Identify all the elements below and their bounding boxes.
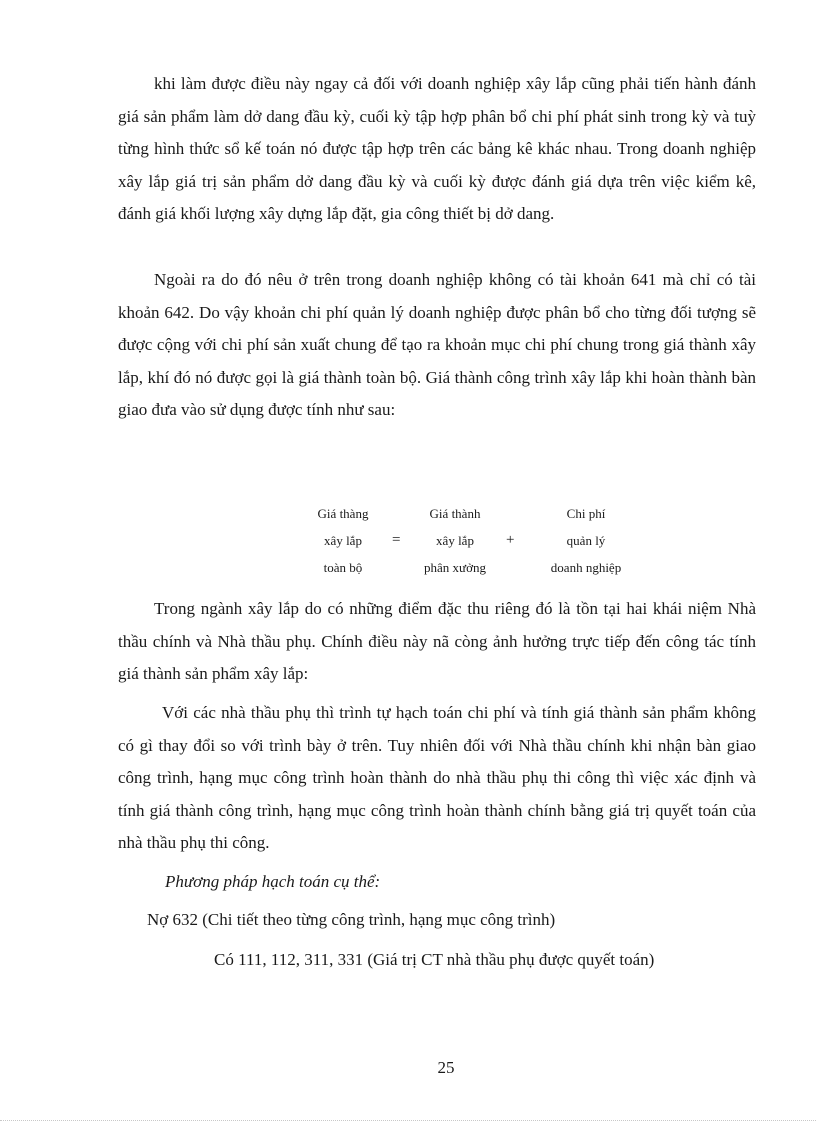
formula-management-cost: [522, 500, 650, 581]
formula-workshop-cost: [402, 500, 508, 581]
formula-term: toàn bộ: [323, 560, 363, 575]
credit-entry: Có 111, 112, 311, 331 (Giá trị CT nhà thầu phụ được quyết toán): [214, 950, 655, 969]
paragraph-1: khi làm được điều này ngay cả đối với doanh nghiệp xây lắp cũng phải tiến hành đánh giá sản phẩm làm dở dang đầu kỳ, cuối kỳ tập hợp phân bổ chi phí phát sinh trong kỳ và tuỳ từng hình thức sổ kế toán nó được tập hợp trên các bảng kê khác nhau. Trong doanh nghiệp xây lắp giá trị sản phẩm dở dang đầu kỳ và cuối kỳ được đánh giá dựa trên việc kiểm kê, đánh giá khối lượng xây dựng lắp đặt, gia công thiết bị dở dang.: [118, 74, 756, 224]
formula-equals-sign: =: [392, 532, 401, 548]
formula-term: Chi phí: [566, 506, 606, 521]
page-number: 25: [437, 1058, 455, 1077]
paragraph-3: Trong ngành xây lắp do có những điểm đặc thu riêng đó là tồn tại hai khái niệm Nhà thầu chính và Nhà thầu phụ. Chính điều này nã còng ảnh hưởng trực tiếp đến công tác tính giá thành sản phẩm xây lắp:: [118, 599, 756, 684]
paragraph-2: Ngoài ra do đó nêu ở trên trong doanh nghiệp không có tài khoản 641 mà chỉ có tài khoản 642. Do vậy khoản chi phí quản lý doanh nghiệp được phân bổ cho từng đối tượng sẽ được cộng với chi phí sản xuất chung để tạo ra khoản mục chi phí chung trong giá thành xây lắp, khí đó nó được gọi là giá thành toàn bộ. Giá thành công trình xây lắp khi hoàn thành bàn giao đưa vào sử dụng được tính như sau:: [118, 270, 756, 420]
formula-term: xây lắp: [436, 533, 474, 548]
formula-term: doanh nghiệp: [550, 560, 622, 575]
debit-entry: Nợ 632 (Chi tiết theo từng công trình, hạng mục công trình): [147, 910, 556, 929]
formula-term: Giá thàng: [317, 506, 369, 521]
paragraph-4: Với các nhà thầu phụ thì trình tự hạch toán chi phí và tính giá thành sản phẩm không có gì thay đổi so với trình bày ở trên. Tuy nhiên đối với Nhà thầu chính khi nhận bàn giao công trình, hạng mục công trình hoàn thành do nhà thầu phụ thi công thì việc xác định và tính giá thành công trình, hạng mục công trình hoàn thành chính bằng giá trị quyết toán của nhà thầu phụ thi công.: [118, 703, 756, 853]
method-heading: Phương pháp hạch toán cụ thể:: [165, 872, 381, 891]
page-bottom-divider: [0, 1120, 816, 1121]
formula-term: Giá thành: [429, 506, 481, 521]
cost-formula: [290, 500, 650, 590]
formula-term: quản lý: [566, 533, 606, 548]
formula-total-cost: [290, 500, 396, 581]
formula-plus-sign: +: [506, 532, 515, 548]
formula-term: phân xưởng: [424, 560, 486, 575]
formula-term: xây lắp: [324, 533, 362, 548]
